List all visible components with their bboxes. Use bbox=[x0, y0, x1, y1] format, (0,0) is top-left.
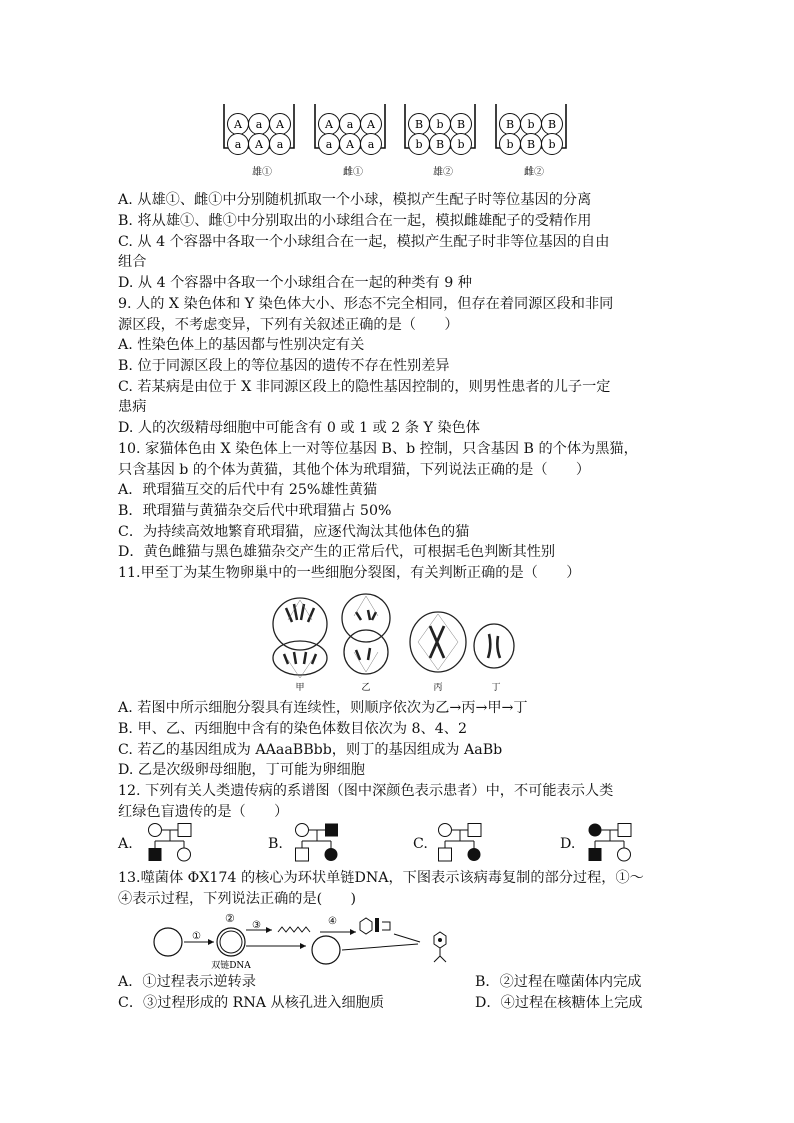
ball-label: b bbox=[548, 138, 556, 151]
q8-option-b: B. 将从雄①、雌①中分别取出的小球组合在一起，模拟雌雄配子的受精作用 bbox=[118, 213, 592, 229]
q11-option-a: A. 若图中所示细胞分裂具有连续性，则顺序依次为乙→丙→甲→丁 bbox=[118, 700, 528, 716]
q9-option-c: C. 若某病是由位于 X 非同源区段上的隐性基因控制的，则男性患者的儿子一定 bbox=[118, 379, 611, 395]
pedigree-c bbox=[433, 822, 487, 864]
ball-label: B bbox=[526, 138, 536, 151]
container-1 bbox=[224, 104, 294, 155]
q9-option-d: D. 人的次级精母细胞中可能含有 0 或 1 或 2 条 Y 染色体 bbox=[118, 420, 480, 436]
ball-label: A bbox=[255, 138, 263, 151]
container-label-1: 雄① bbox=[252, 167, 272, 178]
q11-stem: 11.甲至丁为某生物卵巢中的一些细胞分裂图，有关判断正确的是（ ） bbox=[118, 565, 581, 581]
ball-label: b bbox=[436, 118, 444, 131]
cell-jia bbox=[273, 598, 327, 678]
q10-stem-cont: 只含基因 b 的个体为黄猫，其他个体为玳瑁猫，下列说法正确的是（ ） bbox=[118, 462, 591, 478]
ball-label: a bbox=[325, 138, 333, 151]
q10-stem: 10. 家猫体色由 X 染色体上一对等位基因 B、b 控制，只含基因 B 的个体为黑猫， bbox=[118, 441, 638, 457]
q12-option-a-label: A. bbox=[118, 836, 133, 852]
pedigree-b bbox=[290, 822, 344, 864]
ball-label: b bbox=[415, 138, 423, 151]
q13-option-a: A．①过程表示逆转录 bbox=[118, 974, 256, 990]
q11-option-c: C. 若乙的基因组成为 AAaaBBbb，则丁的基因组成为 AaBb bbox=[118, 742, 503, 758]
q9-stem: 9. 人的 X 染色体和 Y 染色体大小、形态不完全相同，但存在着同源区段和非同 bbox=[118, 296, 614, 312]
dsdna-label: 双链DNA bbox=[211, 961, 251, 971]
ball-label: B bbox=[435, 138, 445, 151]
q11-option-d: D. 乙是次级卵母细胞，丁可能为卵细胞 bbox=[118, 762, 365, 778]
q13-stem-cont: ④表示过程，下列说法正确的是( ) bbox=[118, 891, 357, 907]
cell-label-yi: 乙 bbox=[361, 683, 371, 693]
container-label-4: 雌② bbox=[524, 167, 544, 178]
cell-label-bing: 丙 bbox=[433, 683, 443, 693]
q13-stem: 13.噬菌体 ΦX174 的核心为环状单链DNA，下图表示该病毒复制的部分过程，①～ bbox=[118, 870, 644, 886]
q8-option-a: A. 从雄①、雌①中分别随机抓取一个小球，模拟产生配子时等位基因的分离 bbox=[118, 192, 592, 208]
gene-ball-containers-figure bbox=[216, 100, 576, 162]
ball-label: B bbox=[414, 118, 424, 131]
q10-option-b: B．玳瑁猫与黄猫杂交后代中玳瑁猫占 50% bbox=[118, 503, 392, 519]
cell-label-ding: 丁 bbox=[491, 683, 501, 693]
q11-option-b: B. 甲、乙、丙细胞中含有的染色体数目依次为 8、4、2 bbox=[118, 721, 467, 737]
q9-option-b: B. 位于同源区段上的等位基因的遗传不存在性别差异 bbox=[118, 358, 450, 374]
q9-option-a: A. 性染色体上的基因都与性别决定有关 bbox=[118, 337, 365, 353]
cell-division-figure bbox=[268, 586, 528, 696]
container-4 bbox=[496, 104, 566, 155]
q12-stem-cont: 红绿色盲遗传的是（ ） bbox=[118, 804, 289, 820]
step-1-label: ① bbox=[192, 931, 201, 942]
q12-option-b-label: B. bbox=[268, 836, 283, 852]
q9-option-c-cont: 患病 bbox=[118, 399, 147, 415]
ball-label: a bbox=[276, 138, 284, 151]
q8-option-d: D. 从 4 个容器中各取一个小球组合在一起的种类有 9 种 bbox=[118, 275, 472, 291]
q10-option-a: A．玳瑁猫互交的后代中有 25%雄性黄猫 bbox=[118, 482, 378, 498]
container-label-3: 雄② bbox=[433, 167, 453, 178]
q12-option-c-label: C. bbox=[413, 836, 428, 852]
q8-option-c: C. 从 4 个容器中各取一个小球组合在一起，模拟产生配子时非等位基因的自由 bbox=[118, 234, 610, 250]
step-4-label: ④ bbox=[328, 916, 337, 927]
cell-label-jia: 甲 bbox=[295, 683, 305, 693]
ball-label: a bbox=[234, 138, 242, 151]
ball-label: a bbox=[367, 138, 375, 151]
q13-option-d: D．④过程在核糖体上完成 bbox=[475, 995, 643, 1011]
ball-label: b bbox=[527, 118, 535, 131]
phage-replication-diagram bbox=[148, 908, 458, 972]
ball-label: A bbox=[276, 118, 284, 131]
ball-label: a bbox=[346, 118, 354, 131]
pedigree-a bbox=[143, 822, 197, 864]
q8-option-c-cont: 组合 bbox=[118, 254, 147, 270]
pedigree-d bbox=[583, 822, 637, 864]
q10-option-d: D．黄色雌猫与黑色雄猫杂交产生的正常后代，可根据毛色判断其性别 bbox=[118, 544, 556, 560]
ball-label: B bbox=[547, 118, 557, 131]
container-2 bbox=[315, 104, 385, 155]
q10-option-c: C．为持续高效地繁育玳瑁猫，应逐代淘汰其他体色的猫 bbox=[118, 524, 470, 540]
cell-ding bbox=[474, 624, 514, 668]
ball-label: A bbox=[234, 118, 242, 131]
ball-label: A bbox=[346, 138, 354, 151]
ball-label: B bbox=[456, 118, 466, 131]
ball-label: A bbox=[325, 118, 333, 131]
q12-option-d-label: D. bbox=[560, 836, 576, 852]
cell-bing bbox=[410, 612, 466, 672]
ball-label: b bbox=[457, 138, 465, 151]
cell-yi bbox=[342, 594, 390, 674]
ball-label: a bbox=[255, 118, 263, 131]
ball-label: A bbox=[367, 118, 375, 131]
q13-option-c: C．③过程形成的 RNA 从核孔进入细胞质 bbox=[118, 995, 385, 1011]
step-3-label: ③ bbox=[252, 920, 261, 931]
step-2-label: ② bbox=[225, 912, 235, 925]
q12-stem: 12. 下列有关人类遗传病的系谱图（图中深颜色表示患者）中，不可能表示人类 bbox=[118, 783, 614, 799]
ball-label: B bbox=[505, 118, 515, 131]
container-3 bbox=[405, 104, 475, 155]
ball-label: b bbox=[506, 138, 514, 151]
q13-option-b: B．②过程在噬菌体内完成 bbox=[475, 974, 642, 990]
container-label-2: 雌① bbox=[343, 167, 363, 178]
q9-stem-cont: 源区段，不考虑变异，下列有关叙述正确的是（ ） bbox=[118, 317, 459, 333]
